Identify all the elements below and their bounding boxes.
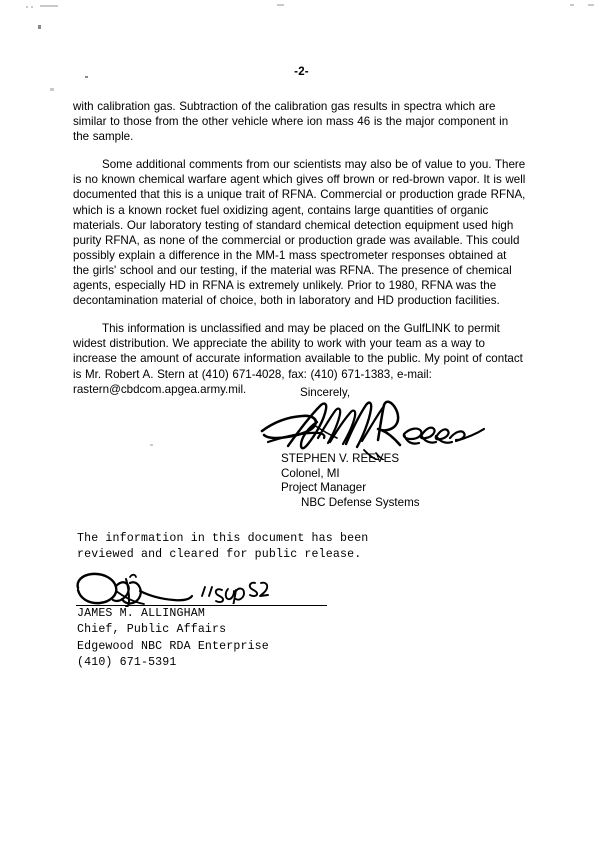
scan-artifact [38, 25, 41, 29]
approver-name: JAMES M. ALLINGHAM [77, 607, 205, 620]
scan-artifact [588, 4, 594, 6]
signatory-title: Project Manager [281, 481, 367, 495]
scan-artifact [50, 88, 54, 91]
approver-phone: (410) 671-5391 [77, 656, 177, 670]
letter-body [73, 99, 526, 410]
scan-artifact [150, 444, 153, 446]
closing-salutation: Sincerely, [300, 386, 351, 399]
body-paragraph: with calibration gas. Subtraction of the calibration gas results in spectra which are similar to those from the other vehicle where ion mass 46 is the major component in the sample. [73, 100, 509, 144]
body-paragraph: Some additional comments from our scientists may also be of value to you. There is no known chemical warfare agent which gives off brown or red-brown vapor. It is well documented that this is a unique trait of RFNA. Commercial or production grade RFNA, which is a known rocket fuel oxidizing agent, contains large quantities of organic materials. Our laboratory testing of standard chemical detection equipment used high purity RFNA, as none of the commercial or production grade was available. This could possibly explain a difference in the MM-1 mass spectrometer responses obtained at the girls' school and our testing, if the material was RFNA. The presence of chemical agents, especially HD in RFNA is extremely unlikely. Prior to 1980, RFNA was the decontamination material of choice, both in laboratory and HD production facilities. [73, 158, 526, 308]
signature-name-block [281, 452, 561, 510]
signatory-organization: NBC Defense Systems [301, 495, 420, 509]
release-statement-line: The information in this document has been [77, 532, 369, 545]
scan-artifact [570, 4, 574, 6]
public-release-statement [77, 531, 497, 564]
signatory-rank: Colonel, MI [281, 466, 340, 480]
closing-salutation-block [300, 385, 560, 400]
scan-artifact [277, 4, 284, 6]
scan-artifact [31, 6, 33, 8]
signature-allingham [72, 571, 212, 607]
body-paragraph: This information is unclassified and may be placed on the GulfLINK to permit widest distribution. We appreciate the ability to work with your team as a way to increase the amount of accurate information available to the public. My point of contact is Mr. Robert A. Stern at (410) 671-4028, fax: (410) 671-1383, e-mail: rastern@cbdcom.apgea.army.mil. [73, 322, 523, 396]
scan-artifact [26, 6, 28, 8]
page-number: -2- [294, 66, 309, 78]
handwritten-date [198, 578, 288, 604]
approver-organization: Edgewood NBC RDA Enterprise [77, 639, 269, 653]
approver-title: Chief, Public Affairs [77, 623, 227, 637]
approval-name-block [77, 606, 477, 672]
release-statement-line: reviewed and cleared for public release. [77, 548, 362, 562]
signatory-name: STEPHEN V. REEVES [281, 452, 400, 465]
scan-artifact [40, 5, 58, 7]
